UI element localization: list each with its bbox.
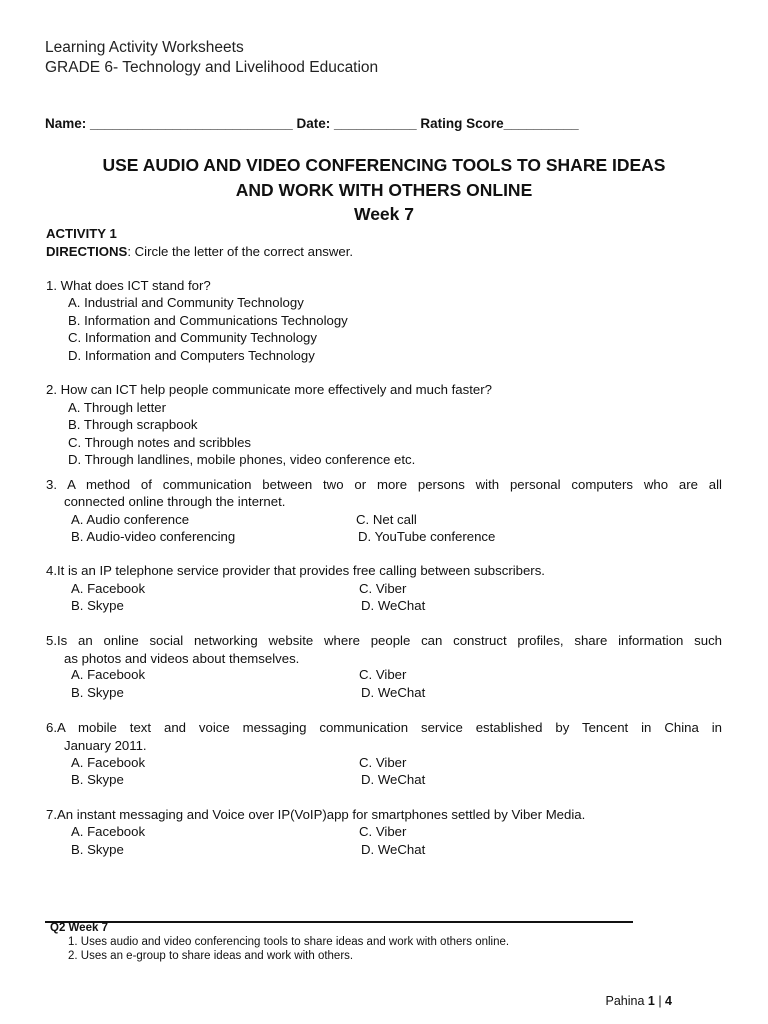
- title-line1: USE AUDIO AND VIDEO CONFERENCING TOOLS TO SHARE IDEAS: [102, 155, 666, 175]
- q1-option-b: B. Information and Communications Technology: [68, 313, 348, 328]
- directions-label: DIRECTIONS: [46, 244, 128, 259]
- q3-option-a: A. Audio conference: [71, 512, 190, 527]
- q7-option-c: C. Viber: [359, 824, 407, 839]
- q2-option-a: A. Through letter: [68, 400, 166, 415]
- question-4: 4.It is an IP telephone service provider that provides free calling between subscribers.: [46, 563, 545, 578]
- q5-option-d: D. WeChat: [361, 685, 426, 700]
- footer-competency-2: 2. Uses an e-group to share ideas and work with others.: [68, 950, 354, 962]
- page-prefix: Pahina: [605, 994, 648, 1008]
- q2-option-c: C. Through notes and scribbles: [68, 435, 252, 450]
- student-info-line: Name: ___________________________ Date: ___________ Rating Score__________: [45, 116, 579, 131]
- q5-option-c: C. Viber: [359, 667, 407, 682]
- q7-option-a: A. Facebook: [71, 824, 146, 839]
- footer-divider: [45, 921, 633, 923]
- activity-label: ACTIVITY 1: [46, 226, 117, 241]
- q6-option-b: B. Skype: [71, 772, 124, 787]
- q2-option-b: B. Through scrapbook: [68, 417, 198, 432]
- q6-option-c: C. Viber: [359, 755, 407, 770]
- q7-option-b: B. Skype: [71, 842, 124, 857]
- q7-option-d: D. WeChat: [361, 842, 426, 857]
- q1-option-d: D. Information and Computers Technology: [68, 348, 315, 363]
- question-6-line2: January 2011.: [64, 738, 147, 753]
- page-current: 1: [647, 994, 655, 1008]
- title-line2: AND WORK WITH OTHERS ONLINE: [235, 180, 533, 200]
- page-total: 4: [665, 994, 672, 1008]
- question-2: 2. How can ICT help people communicate more effectively and much faster?: [46, 382, 492, 397]
- footer-week-label: Q2 Week 7: [50, 922, 108, 934]
- q6-option-a: A. Facebook: [71, 755, 146, 770]
- question-5-line1: 5.Is an online social networking website where people can construct profiles, share information such: [46, 633, 722, 648]
- q3-option-d: D. YouTube conference: [358, 529, 496, 544]
- footer-competency-1: 1. Uses audio and video conferencing tools to share ideas and work with others online.: [68, 936, 510, 948]
- q3-option-c: C. Net call: [356, 512, 417, 527]
- q4-option-b: B. Skype: [71, 598, 124, 613]
- title-week: Week 7: [354, 204, 414, 224]
- q3-option-b: B. Audio-video conferencing: [71, 529, 236, 544]
- worksheet-header-line2: GRADE 6- Technology and Livelihood Education: [45, 59, 379, 76]
- q4-option-c: C. Viber: [359, 581, 407, 596]
- page-separator: |: [654, 994, 666, 1008]
- worksheet-header-line1: Learning Activity Worksheets: [45, 39, 244, 56]
- q4-option-a: A. Facebook: [71, 581, 146, 596]
- directions-text: : Circle the letter of the correct answer.: [127, 244, 354, 259]
- question-7: 7.An instant messaging and Voice over IP(VoIP)app for smartphones settled by Viber Media.: [46, 807, 586, 822]
- q5-option-b: B. Skype: [71, 685, 124, 700]
- q4-option-d: D. WeChat: [361, 598, 426, 613]
- q2-option-d: D. Through landlines, mobile phones, video conference etc.: [68, 452, 416, 467]
- question-5-line2: as photos and videos about themselves.: [64, 651, 300, 666]
- question-3-line2: connected online through the internet.: [64, 494, 286, 509]
- q1-option-a: A. Industrial and Community Technology: [68, 295, 304, 310]
- page-number: [605, 994, 672, 1008]
- q5-option-a: A. Facebook: [71, 667, 146, 682]
- q1-option-c: C. Information and Community Technology: [68, 330, 317, 345]
- q6-option-d: D. WeChat: [361, 772, 426, 787]
- question-3-line1: 3. A method of communication between two or more persons with personal computers who are all: [46, 477, 722, 492]
- question-6-line1: 6.A mobile text and voice messaging communication service established by Tencent in China in: [46, 720, 722, 735]
- question-1: 1. What does ICT stand for?: [46, 278, 211, 293]
- directions: [46, 244, 353, 259]
